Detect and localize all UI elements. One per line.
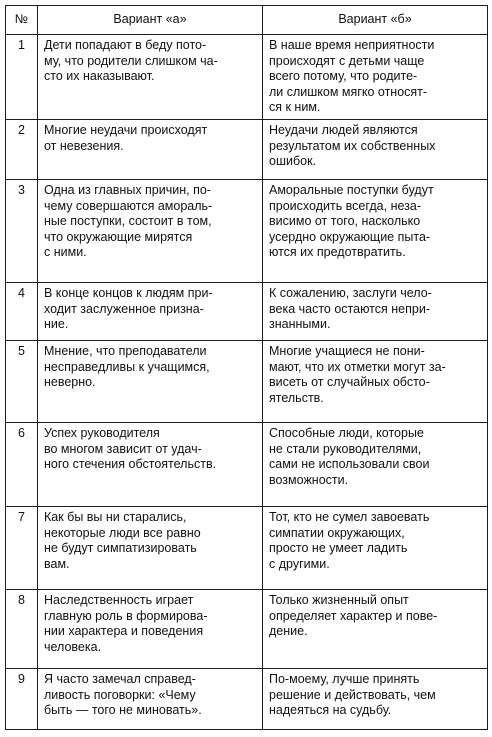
variant-a-cell: Я часто замечал справед- ливость поговорки: «Чему быть — того не миновать». (38, 669, 263, 730)
table-body (6, 35, 488, 730)
row-number: 1 (6, 35, 38, 120)
table-row (6, 341, 488, 423)
table-row (6, 590, 488, 669)
table-row (6, 669, 488, 730)
variant-b-cell: К сожалению, заслуги чело- века часто остаются непри- знанными. (263, 283, 488, 341)
table-row (6, 283, 488, 341)
header-variant-b: Вариант «б» (263, 6, 488, 35)
header-row (6, 6, 488, 35)
table-row (6, 423, 488, 507)
variant-a-cell: Мнение, что преподаватели несправедливы к учащимся, неверно. (38, 341, 263, 423)
variant-a-cell: Дети попадают в беду пото- му, что родители слишком ча- сто их наказывают. (38, 35, 263, 120)
row-number: 3 (6, 180, 38, 283)
row-number: 8 (6, 590, 38, 669)
variant-a-cell: Как бы вы ни старались, некоторые люди все равно не будут симпатизировать вам. (38, 507, 263, 590)
row-number: 4 (6, 283, 38, 341)
header-variant-a: Вариант «а» (38, 6, 263, 35)
variant-b-cell: По-моему, лучше принять решение и действовать, чем надеяться на судьбу. (263, 669, 488, 730)
table-row (6, 180, 488, 283)
table-header (6, 6, 488, 35)
row-number: 7 (6, 507, 38, 590)
row-number: 5 (6, 341, 38, 423)
header-number: № (6, 6, 38, 35)
table-row (6, 120, 488, 180)
table-row (6, 507, 488, 590)
variant-a-cell: Успех руководителя во многом зависит от удач- ного стечения обстоятельств. (38, 423, 263, 507)
variant-b-cell: Неудачи людей являются результатом их собственных ошибок. (263, 120, 488, 180)
variant-a-cell: Наследственность играет главную роль в формирова- нии характера и поведения человека. (38, 590, 263, 669)
variant-a-cell: Многие неудачи происходят от невезения. (38, 120, 263, 180)
variant-b-cell: Только жизненный опыт определяет характер и пове- дение. (263, 590, 488, 669)
row-number: 9 (6, 669, 38, 730)
variant-b-cell: Способные люди, которые не стали руководителями, сами не использовали свои возможности. (263, 423, 488, 507)
row-number: 2 (6, 120, 38, 180)
variant-b-cell: В наше время неприятности происходят с детьми чаще всего потому, что родите- ли слишком мягко относят- ся к ним. (263, 35, 488, 120)
survey-table (5, 5, 488, 730)
variant-b-cell: Многие учащиеся не пони- мают, что их отметки могут за- висеть от случайных обсто- ятельств. (263, 341, 488, 423)
row-number: 6 (6, 423, 38, 507)
variant-a-cell: В конце концов к людям при- ходит заслуженное призна- ние. (38, 283, 263, 341)
variant-a-cell: Одна из главных причин, по- чему совершаются амораль- ные поступки, состоит в том, что окружающие мирятся с ними. (38, 180, 263, 283)
variant-b-cell: Аморальные поступки будут происходить всегда, неза- висимо от того, насколько усердно окружающие пыта- ются их предотвратить. (263, 180, 488, 283)
variant-b-cell: Тот, кто не сумел завоевать симпатии окружающих, просто не умеет ладить с другими. (263, 507, 488, 590)
table-row (6, 35, 488, 120)
